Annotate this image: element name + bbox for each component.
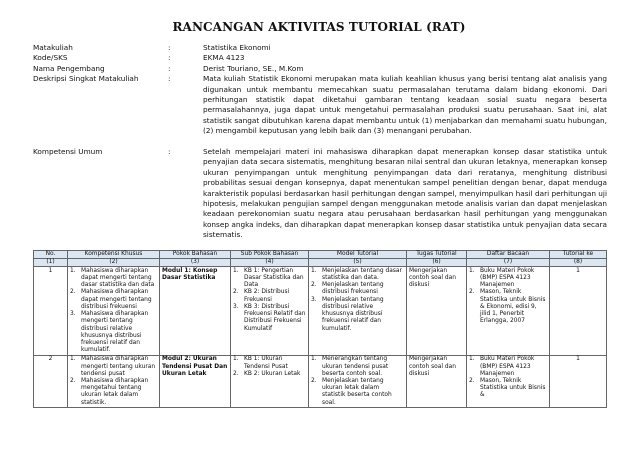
meta-label: Nama Pengembang [33,63,105,73]
list-text: Menerangkan tentang ukuran tendensi pusat beserta contoh soal. [322,356,389,377]
list-text: Mahasiswa diharapkan mengerti tentang ukuran tendensi pusat [81,356,156,377]
meta-row [33,43,607,53]
column-header: Pokok Bahasan [160,251,231,259]
numbered-list [311,356,404,406]
column-number: (6) [407,259,467,267]
cell-tugas: Mengerjakan contoh soal dan diskusi [407,267,467,355]
cell-pokok-bahasan [160,267,231,355]
list-text: Mason, Teknik Statistika untuk Bisnis & [480,377,546,399]
cell-no: 1 [34,267,68,355]
list-number: 2. [311,377,317,384]
list-text: Mahasiswa diharapkan mengetahui tentang ukuran letak dalam statistik. [81,377,149,406]
list-item [70,268,157,290]
list-text: Menjelaskan tentang dasar statistika dan data. [322,267,402,282]
list-item [233,356,306,370]
numbered-list [469,268,547,326]
column-header: Tugas Tutorial [407,251,467,259]
meta-label: Kompetensi Umum [33,147,103,157]
column-header: Model Tutorial [309,251,407,259]
course-info [33,43,607,241]
table-header-row [34,251,607,259]
cell-tugas: Mengerjakan contoh soal dan diskusi [407,355,467,407]
cell-kompetensi [68,355,160,407]
list-item [469,268,547,290]
list-number: 2. [70,377,76,384]
list-item [70,311,157,354]
numbered-list [233,356,306,378]
cell-sub-pokok [231,355,309,407]
list-number: 1. [469,356,475,363]
list-item [233,371,306,378]
meta-label: Kode/SKS [33,53,68,63]
list-number: 1. [233,267,239,274]
cell-tutorial-ke: 1 [550,355,607,407]
list-item [233,304,306,333]
list-item [70,289,157,311]
meta-colon: : [168,74,171,84]
column-number: (3) [160,259,231,267]
column-header: Sub Pokok Bahasan [231,251,309,259]
list-item [311,356,404,378]
meta-colon: : [168,63,171,73]
numbered-list [469,356,547,399]
list-item [233,289,306,303]
list-number: 2. [469,289,475,296]
list-number: 3. [233,303,239,310]
list-number: 1. [70,267,76,274]
list-item [233,268,306,290]
list-number: 1. [70,356,76,363]
meta-value: Setelah mempelajari materi ini mahasiswa diharapkan dapat menerapkan konsep dasar statistika untuk penyajian data secara sistematis, menghitung besaran nilai sentral dan ukuran letaknya, menerapkan konsep ukuran penyimpangan untuk menghitung penyimpangan data dari reratanya, menghitung distribusi probabilitas sesuai dengan konsepnya, dapat menentukan sampel penelitian dengan benar, dapat menduga karakteristik populasi berdasarkan hasil perhitungan dengan sampel, menyimpulkan hasil dari perhitungan uji hipotesis, melakukan pengujian sampel dengan menggunakan metode analisis varian dan dapat menjelaskan keadaan perekonomian suatu negara atau perusahaan berdasarkan hasil perhitungan yang menggunakan konsep angka indeks, dan diharapkan dapat menerapkan konsep dasar statistika untuk penyajian data secara sistematis. [203,147,607,240]
list-item [469,356,547,378]
list-text: KB 1: Pengertian Dasar Statistika dan Data [244,267,304,289]
document-title: RANCANGAN AKTIVITAS TUTORIAL (RAT) [172,20,466,34]
cell-bacaan [467,267,550,355]
column-header: Daftar Bacaan [467,251,550,259]
list-number: 2. [233,370,239,377]
cell-model-tutorial [309,267,407,355]
column-header: Kompetensi Khusus [68,251,160,259]
list-number: 1. [311,356,317,363]
list-item [469,289,547,325]
list-item [311,268,404,282]
list-number: 1. [233,356,239,363]
list-text: Mahasiswa diharapkan mengerti tentang distribusi relative khususnya distribusi frekuensi relatif dan kumulatif. [81,311,149,354]
list-number: 2. [233,289,239,296]
meta-value: Derist Touriano, SE., M.Kom [203,63,304,73]
list-item [469,378,547,400]
meta-row [33,64,607,74]
table-row [34,355,607,407]
list-text: Menjelaskan tentang distribusi relative khususnya distribusi frekuensi relatif dan kumulatif. [322,296,384,332]
column-number: (4) [231,259,309,267]
list-number: 2. [469,377,475,384]
list-item [70,378,157,407]
list-text: KB 1: Ukuran Tendensi Pusat [244,356,288,370]
meta-value: Mata kuliah Statistik Ekonomi merupakan mata kuliah keahlian khusus yang berisi tentang alat analisis yang digunakan untuk membantu memecahkan suatu permasalahan terutama dalam bidang ekonomi. Dari perhitungan statistik dapat diketahui gambaran tentang keadaan sosial suatu negara beserta permasalahannya, juga dapat untuk mengetahui permasalahan produksi suatu perusahaan. Saat ini, alat statistik sangat dibutuhkan karena dapat membantu untuk (1) menjabarkan dan memahami suatu hubungan, (2) mengambil keputusan yang lebih baik dan (3) menangani perubahan. [203,74,607,136]
column-number: (8) [550,259,607,267]
column-number: (7) [467,259,550,267]
column-number: (5) [309,259,407,267]
list-text: Mahasiswa diharapkan dapat mengerti tentang dasar statistika dan data [81,267,155,289]
list-text: KB 2: Ukuran Letak [244,370,301,377]
meta-value: Statistika Ekonomi [203,43,271,52]
tutorial-table [33,250,607,408]
meta-colon: : [168,53,171,63]
list-item [311,297,404,333]
list-number: 2. [311,282,317,289]
cell-model-tutorial [309,355,407,407]
list-text: Buku Materi Pokok (BMP) ESPA 4123 Manajemen [480,267,535,289]
meta-colon: : [168,147,171,157]
list-text: Menjelaskan tentang ukuran letak dalam statistik beserta contoh soal. [322,377,392,406]
numbered-list [70,356,157,406]
list-text: Mahasiswa diharapkan dapat mengerti tentang distribusi frekuensi [81,289,152,310]
table-row [34,267,607,355]
column-number: (2) [68,259,160,267]
list-text: Menjelaskan tentang distribusi frekuensi [322,282,384,296]
meta-label: Matakuliah [33,43,73,52]
meta-row [33,74,607,136]
column-header: Tutorial ke [550,251,607,259]
column-header: No. [34,251,68,259]
meta-colon: : [168,43,171,52]
cell-sub-pokok [231,267,309,355]
numbered-list [70,268,157,354]
cell-bacaan [467,355,550,407]
pokok-bahasan-text: Modul 1: Konsep Dasar Statistika [162,267,218,282]
numbered-list [233,268,306,333]
list-number: 1. [311,267,317,274]
cell-pokok-bahasan [160,355,231,407]
meta-row [33,147,607,241]
list-item [70,356,157,378]
list-item [311,282,404,296]
list-number: 1. [469,267,475,274]
meta-value: EKMA 4123 [203,53,245,63]
list-text: KB 2: Distribusi Frekuensi [244,289,290,303]
list-number: 3. [70,311,76,318]
list-number: 3. [311,296,317,303]
meta-label: Deskripsi Singkat Matakuliah [33,74,139,84]
table-header-number-row [34,259,607,267]
cell-no: 2 [34,355,68,407]
meta-row [33,53,607,63]
list-text: KB 3: Distribusi Frekuensi Relatif dan Distribusi Frekuensi Kumulatif [244,303,306,332]
list-text: Mason, Teknik Statistika untuk Bisnis & Ekonomi, edisi 9, jilid 1, Penerbit Erlangga, 2007 [480,289,546,325]
cell-kompetensi [68,267,160,355]
list-item [311,378,404,407]
cell-tutorial-ke: 1 [550,267,607,355]
column-number: (1) [34,259,68,267]
numbered-list [311,268,404,333]
list-text: Buku Materi Pokok (BMP) ESPA 4123 Manajemen [480,356,535,377]
list-number: 2. [70,289,76,296]
pokok-bahasan-text: Modul 2: Ukuran Tendensi Pusat Dan Ukuran Letak [162,356,228,377]
